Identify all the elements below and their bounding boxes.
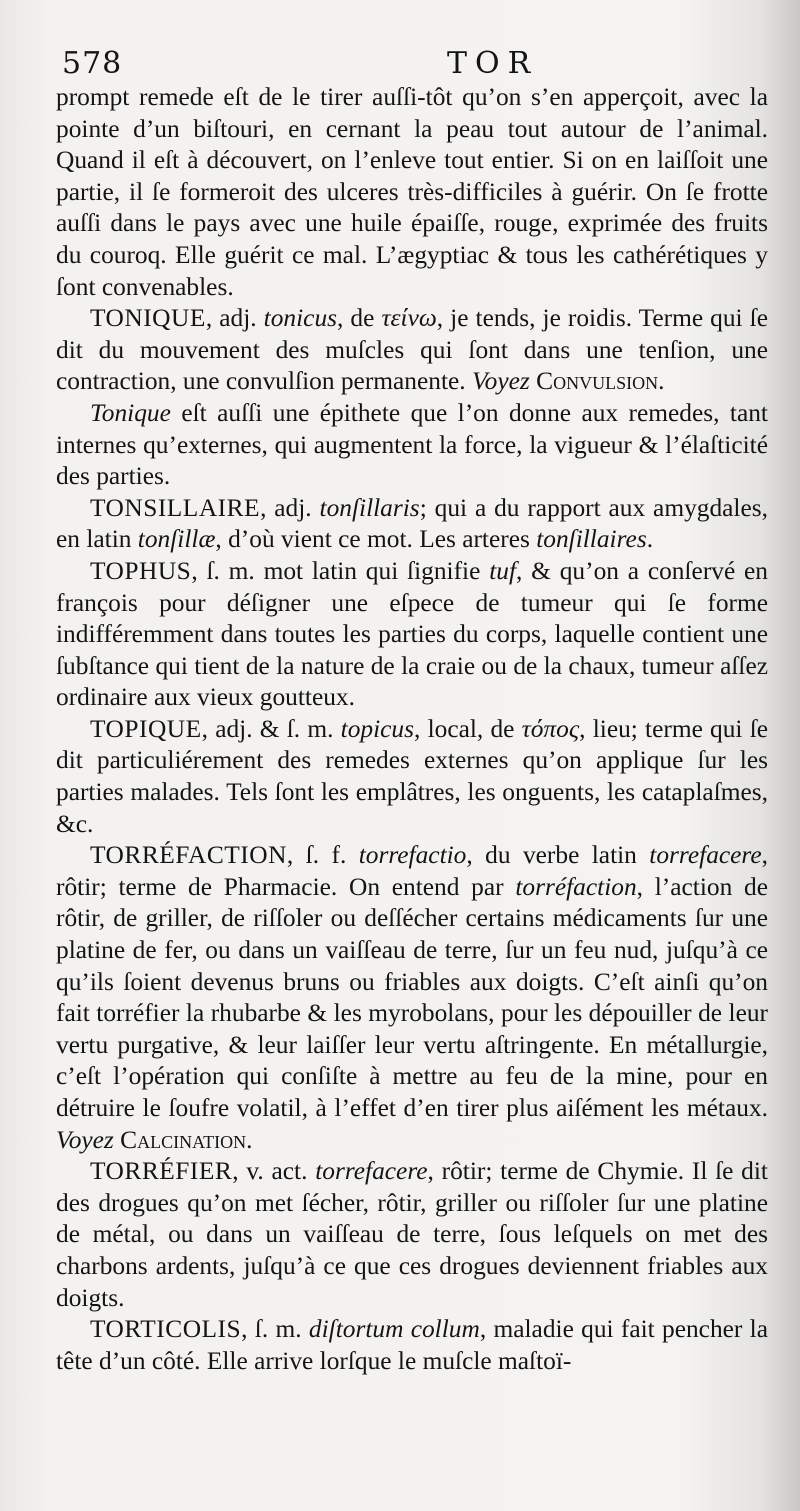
text-run: , je tends, je roidis. Terme qui ſe dit du mouvement des muſcles qui ſont dans une tenſion, une contraction, une convulſion permanente.: [56, 304, 768, 396]
text-run: , local, de: [414, 714, 522, 743]
text-run: .: [646, 525, 654, 554]
entry-torrefaction: [56, 840, 768, 1156]
text-run: Voyez: [471, 367, 530, 396]
text-run: , rôtir; terme de Pharmacie. On entend par: [56, 841, 768, 901]
text-run: , d’où vient ce mot. Les arteres: [215, 525, 537, 554]
text-run: , v. act.: [232, 1157, 316, 1186]
cross-reference: Convulsion: [536, 367, 659, 396]
entry-tonsillaire: [56, 493, 768, 556]
text-run: topicus: [340, 714, 415, 743]
headword: TONSILLAIRE: [90, 493, 261, 522]
text-run: , du verbe latin: [466, 841, 650, 870]
headword: TORRÉFACTION: [90, 841, 287, 870]
headword: TONIQUE: [90, 304, 206, 333]
entry-torrefier: [56, 1156, 768, 1314]
headword: TOPHUS: [90, 556, 192, 585]
text-run: Tonique: [90, 398, 171, 427]
text-run: torrefacere: [315, 1157, 428, 1186]
text-run: Voyez: [56, 1125, 114, 1154]
entry-topique: [56, 714, 768, 840]
entry-tonique-epithete: [56, 398, 768, 493]
text-run: , lieu; terme qui ſe dit particuliérement des remedes externes qu’on applique ſur les parties malades. Tels ſont les emplâtres, les onguents, les cataplaſmes, &c.: [56, 714, 769, 838]
text-run: , maladie qui fait pencher la tête d’un côté. Elle arrive lorſque le muſcle maſtoï-: [56, 1315, 769, 1375]
text-run: eſt auſſi une épithete que l’on donne aux remedes, tant internes qu’externes, qui augmentent la force, la vigueur & l’élaſticité des parties.: [56, 398, 768, 491]
text-run: , de: [337, 304, 382, 333]
text-run: , adj.: [205, 304, 264, 333]
text-run: , ſ. f.: [286, 841, 359, 870]
text-run: , adj.: [260, 493, 320, 522]
text-run: tonſillaires: [536, 525, 647, 554]
text-run: ; qui a du rapport aux amygdales, en latin: [56, 493, 768, 554]
text-run: τείνω: [381, 304, 437, 333]
text-run: .: [246, 1125, 253, 1154]
text-run: , ſ. m. mot latin qui ſignifie: [191, 556, 490, 585]
headword: TORTICOLIS: [90, 1315, 242, 1344]
entry-torticolis: [56, 1314, 768, 1377]
entry-tophus: [56, 556, 768, 714]
headword: TOPIQUE: [90, 714, 202, 743]
text-run: torrefacere: [649, 841, 762, 870]
entry-tonique: [56, 303, 768, 398]
text-run: prompt remede eſt de le tirer auſſi-tôt qu’on s’en apperçoit, avec la pointe d’un biſtouri, en cernant la peau tout autour de l’animal. Quand il eſt à découvert, on l’enleve tout entier. Si on en laiſſoit une partie, il ſe formeroit des ulceres très-difficiles à guérir. On ſe frotte auſſi dans le pays avec une huile épaiſſe, rouge, exprimée des fruits du couroq. Elle guérit ce mal. L’ægyptiac & tous les cathérétiques y ſont convenables.: [56, 83, 768, 301]
text-run: τόπος: [521, 714, 580, 743]
text-run: , & qu’on a conſervé en françois pour déſigner une eſpece de tumeur qui ſe forme indifféremment dans toutes les parties du corps, laquelle contient une ſubſtance qui tient de la nature de la craie ou de la chaux, tumeur aſſez ordinaire aux vieux goutteux.: [56, 556, 769, 712]
text-run: torréfaction: [515, 872, 637, 901]
text-run: tuf: [489, 556, 517, 585]
text-run: .: [658, 367, 665, 396]
headword: TORRÉFIER: [90, 1157, 233, 1186]
text-run: tonſillaris: [319, 493, 420, 522]
text-run: tonſillæ: [137, 525, 216, 554]
continued-paragraph: [56, 82, 768, 303]
text-run: , ſ. m.: [241, 1315, 309, 1344]
text-run: , rôtir; terme de Chymie. Il ſe dit des drogues qu’on met ſécher, rôtir, griller ou riſſoler ſur une platine de métal, ou dans un vaiſſeau de terre, ſous leſquels on met des charbons ardents, juſqu’à ce que ces drogues deviennent friables aux doigts.: [56, 1157, 768, 1312]
body-text: [56, 82, 768, 1377]
text-run: , adj. & ſ. m.: [201, 714, 341, 743]
text-run: diſtortum collum: [308, 1315, 480, 1344]
cross-reference: Calcination: [120, 1125, 247, 1154]
text-run: , l’action de rôtir, de griller, de riſſoler ou deſſécher certains médicaments ſur une platine de fer, ou dans un vaiſſeau de terre, ſur un feu nud, juſqu’à ce qu’ils ſoient devenus bruns ou friables aux doigts. C’eſt ainſi qu’on fait torréfier la rhubarbe & les myrobolans, pour les dépouiller de leur vertu purgative, & leur laiſſer leur vertu aſtringente. En métallurgie, c’eſt l’opération qui conſiſte à mettre au feu de la mine, pour en détruire le ſoufre volatil, à l’effet d’en tirer plus aiſément les métaux.: [56, 872, 768, 1122]
text-run: torrefactio: [358, 841, 467, 870]
text-run: tonicus: [263, 304, 338, 333]
page-number: 578: [62, 46, 123, 81]
page-header: [62, 44, 762, 84]
running-head: TOR: [447, 46, 539, 81]
